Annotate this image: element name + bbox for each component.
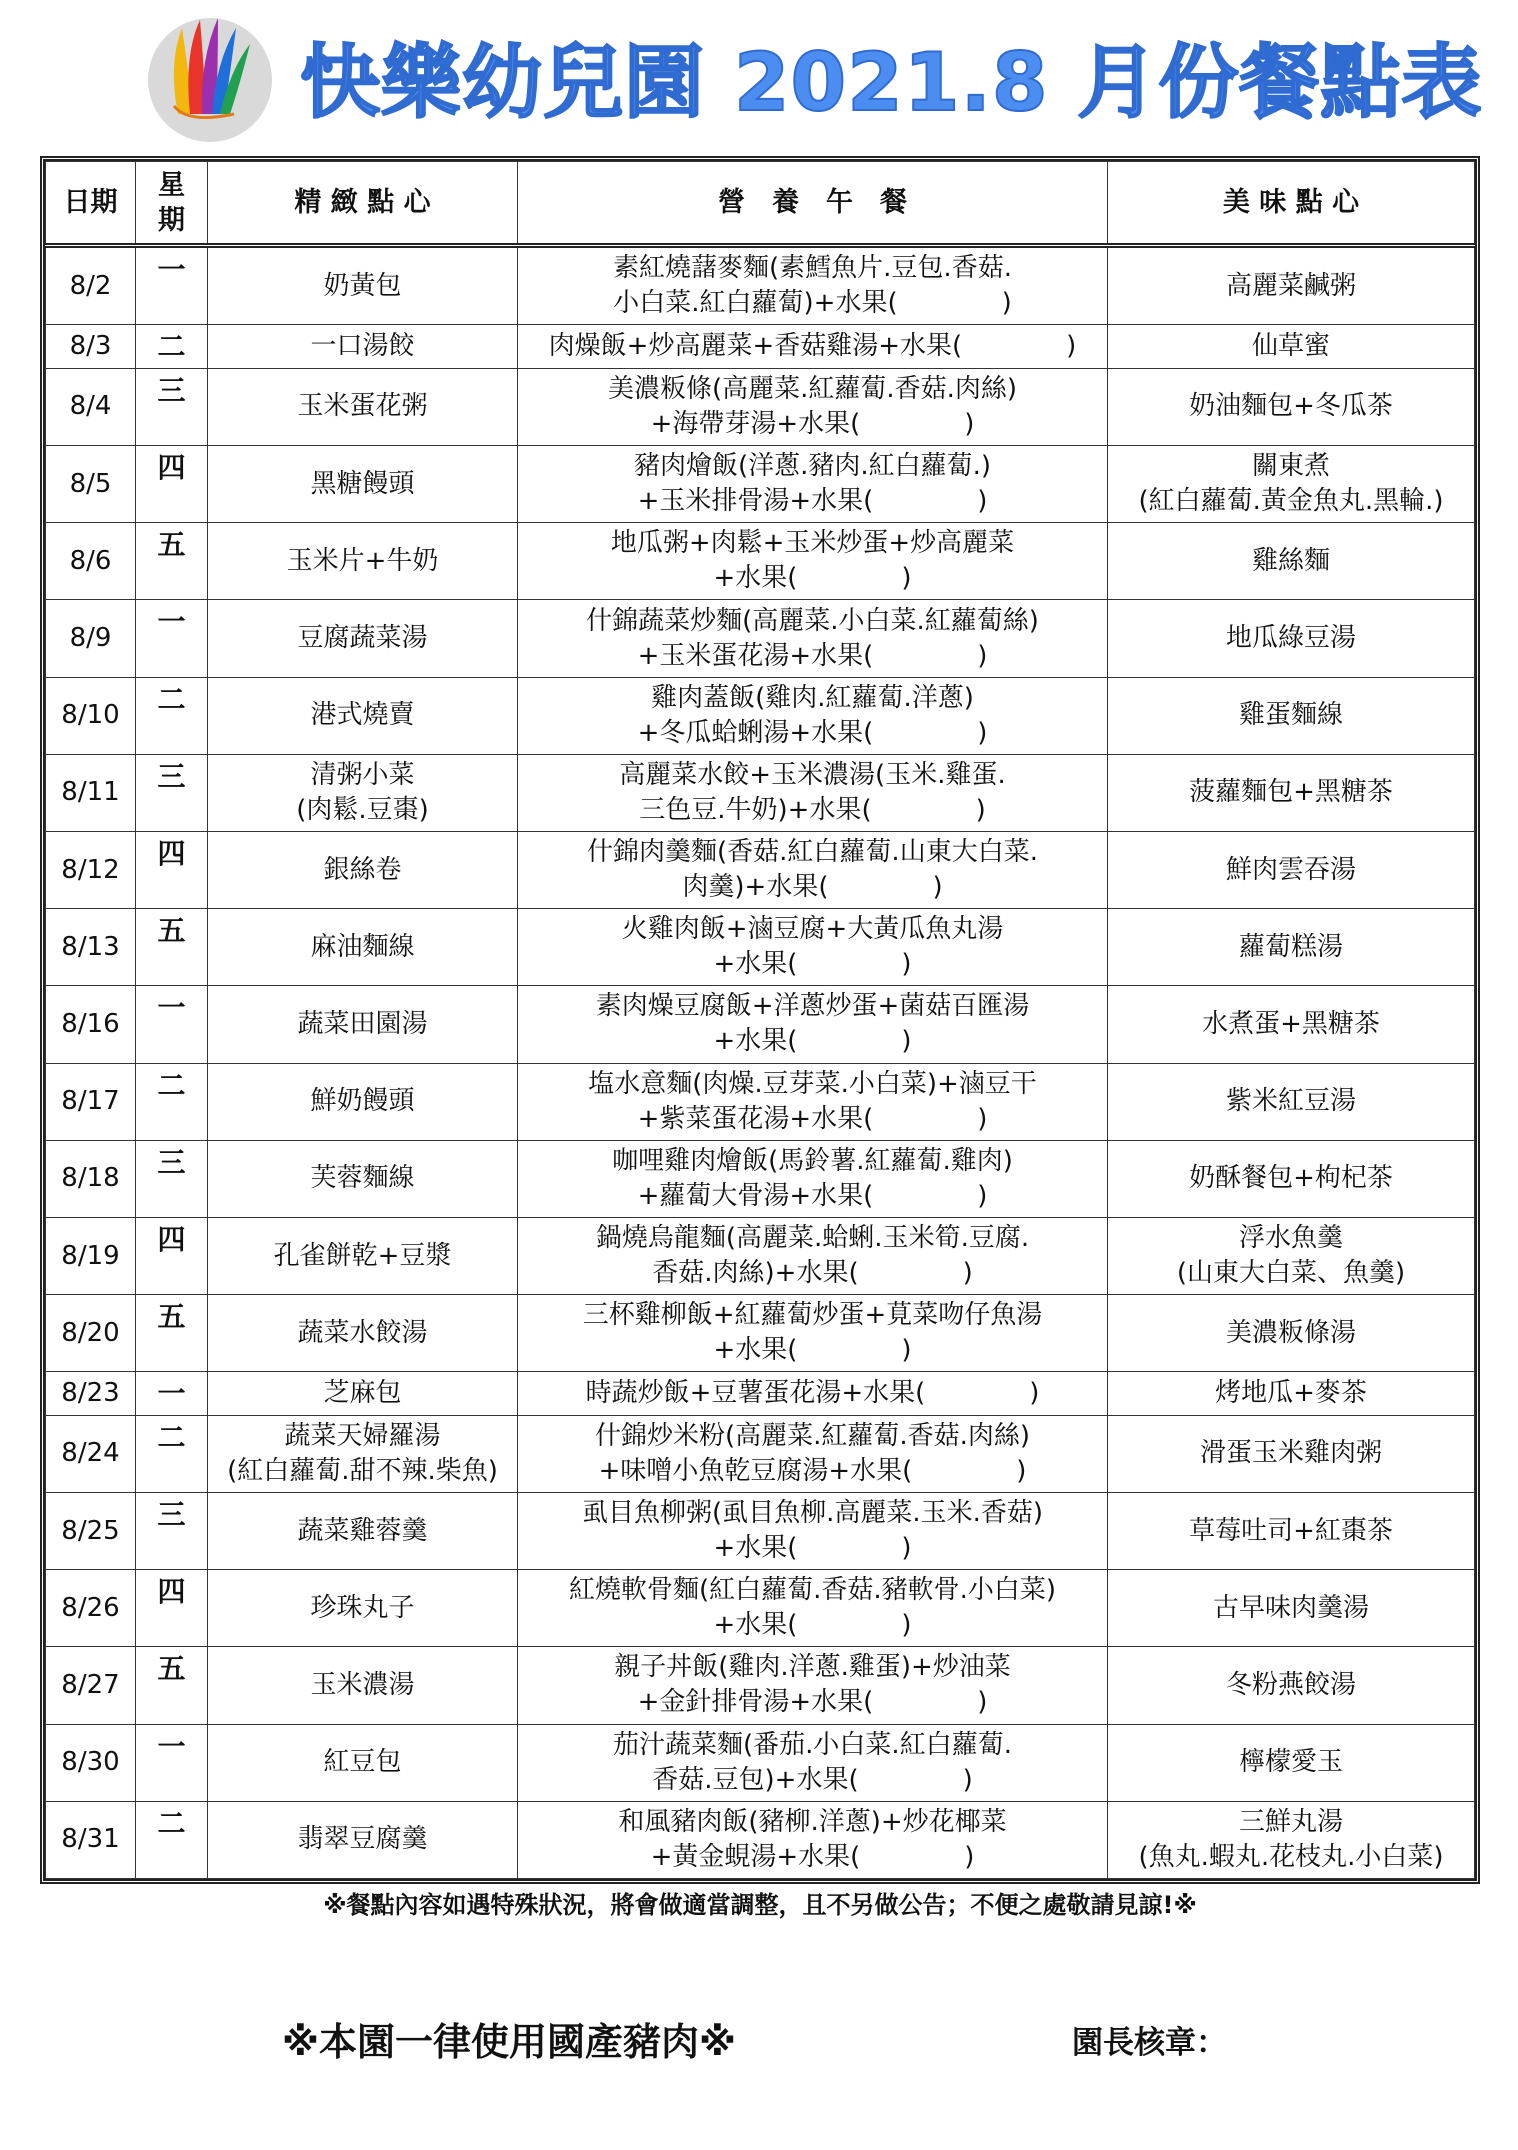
table-row xyxy=(46,1063,1475,1140)
date-cell: 8/16 xyxy=(46,986,136,1063)
morning-snack-cell xyxy=(208,677,518,754)
afternoon-snack-cell-line: (山東大白菜、魚羹) xyxy=(1176,1258,1406,1288)
morning-snack-cell xyxy=(208,986,518,1063)
morning-snack-cell-line: 玉米蛋花粥 xyxy=(297,391,428,422)
lunch-cell-line: 鍋燒烏龍麵(高麗菜.蛤蜊.玉米筍.豆腐. xyxy=(595,1223,1030,1253)
morning-snack-cell xyxy=(208,1415,518,1492)
morning-snack-cell-line: 翡翠豆腐羹 xyxy=(297,1824,428,1855)
lunch-cell-line: 豬肉燴飯(洋蔥.豬肉.紅白蘿蔔.) xyxy=(633,451,992,482)
weekday-cell: 三 xyxy=(136,1140,208,1217)
morning-snack-cell xyxy=(208,1801,518,1878)
weekday-cell: 二 xyxy=(136,677,208,754)
weekday-cell: 三 xyxy=(136,368,208,445)
afternoon-snack-cell-line: 蘿蔔糕湯 xyxy=(1238,931,1343,962)
table-header-row xyxy=(46,162,1475,246)
date-cell: 8/17 xyxy=(46,1063,136,1140)
afternoon-snack-cell-line: 奶油麵包+冬瓜茶 xyxy=(1189,391,1393,422)
lunch-cell-line: +水果( ) xyxy=(713,1335,912,1366)
weekday-cell: 三 xyxy=(136,1492,208,1569)
date-cell: 8/26 xyxy=(46,1570,136,1647)
date-cell: 8/12 xyxy=(46,831,136,908)
afternoon-snack-cell xyxy=(1108,1801,1475,1878)
afternoon-snack-cell-line: (魚丸.蝦丸.花枝丸.小白菜) xyxy=(1138,1841,1444,1872)
table-row xyxy=(46,1372,1475,1415)
afternoon-snack-cell xyxy=(1108,325,1475,368)
lunch-cell-line: 香菇.豆包)+水果( ) xyxy=(652,1764,973,1795)
lunch-cell-line: 虱目魚柳粥(虱目魚柳.高麗菜.玉米.香菇) xyxy=(581,1498,1044,1529)
morning-snack-cell-line: 鮮奶饅頭 xyxy=(310,1086,415,1117)
lunch-cell-line: +冬瓜蛤蜊湯+水果( ) xyxy=(637,717,988,748)
lunch-cell xyxy=(518,1372,1108,1415)
morning-snack-cell-line: 孔雀餅乾+豆漿 xyxy=(273,1240,452,1271)
morning-snack-cell xyxy=(208,1492,518,1569)
column-header-weekday-line2: 期 xyxy=(158,204,185,236)
lunch-cell-line: +水果( ) xyxy=(713,949,912,980)
lunch-cell xyxy=(518,1217,1108,1294)
afternoon-snack-cell xyxy=(1108,1647,1475,1724)
lunch-cell xyxy=(518,1492,1108,1569)
lunch-cell-line: 茄汁蔬菜麵(番茄.小白菜.紅白蘿蔔. xyxy=(613,1729,1012,1760)
weekday-cell: 二 xyxy=(136,325,208,368)
morning-snack-cell-line: 玉米濃湯 xyxy=(310,1669,415,1700)
afternoon-snack-cell-line: 檸檬愛玉 xyxy=(1238,1747,1343,1778)
afternoon-snack-cell-line: 古早味肉羹湯 xyxy=(1212,1592,1369,1623)
morning-snack-cell-line: 豆腐蔬菜湯 xyxy=(297,623,428,653)
lunch-cell-line: 塩水意麵(肉燥.豆芽菜.小白菜)+滷豆干 xyxy=(588,1068,1037,1099)
afternoon-snack-cell xyxy=(1108,523,1475,600)
afternoon-snack-cell xyxy=(1108,1063,1475,1140)
afternoon-snack-cell-line: 滑蛋玉米雞肉粥 xyxy=(1199,1438,1382,1469)
lunch-cell-line: 香菇.肉絲)+水果( ) xyxy=(652,1258,973,1288)
afternoon-snack-cell xyxy=(1108,1140,1475,1217)
table-row xyxy=(46,368,1475,445)
lunch-cell-line: +水果( ) xyxy=(713,1026,912,1057)
date-cell: 8/18 xyxy=(46,1140,136,1217)
table-row xyxy=(46,1140,1475,1217)
weekday-cell: 一 xyxy=(136,986,208,1063)
lunch-cell-line: +海帶芽湯+水果( ) xyxy=(650,408,975,439)
lunch-cell xyxy=(518,1570,1108,1647)
date-cell: 8/2 xyxy=(46,246,136,325)
lunch-cell-line: +蘿蔔大骨湯+水果( ) xyxy=(637,1180,988,1211)
weekday-cell: 二 xyxy=(136,1801,208,1878)
lunch-cell-line: 時蔬炒飯+豆薯蛋花湯+水果( ) xyxy=(585,1378,1040,1409)
afternoon-snack-cell xyxy=(1108,1570,1475,1647)
lunch-cell xyxy=(518,1647,1108,1724)
morning-snack-cell-line: 蔬菜水餃湯 xyxy=(297,1317,428,1348)
lunch-cell xyxy=(518,831,1108,908)
morning-snack-cell xyxy=(208,368,518,445)
morning-snack-cell xyxy=(208,1063,518,1140)
lunch-cell-line: +水果( ) xyxy=(713,563,912,594)
domestic-pork-notice: ※本園一律使用國產豬肉※ xyxy=(282,2020,736,2064)
lunch-cell-line: 素紅燒藷麥麵(素鱈魚片.豆包.香菇. xyxy=(613,253,1012,284)
afternoon-snack-cell-line: 關東煮 xyxy=(1251,451,1330,482)
table-row xyxy=(46,1492,1475,1569)
lunch-cell-line: 高麗菜水餃+玉米濃湯(玉米.雞蛋. xyxy=(619,759,1006,790)
afternoon-snack-cell xyxy=(1108,1415,1475,1492)
table-row xyxy=(46,1415,1475,1492)
column-header-weekday xyxy=(136,162,208,246)
morning-snack-cell-line: 清粥小菜 xyxy=(310,759,415,790)
column-header-morning-snack: 精 緻 點 心 xyxy=(208,162,518,246)
column-header-lunch: 營 養 午 餐 xyxy=(518,162,1108,246)
lunch-cell-line: 素肉燥豆腐飯+洋蔥炒蛋+菌菇百匯湯 xyxy=(595,991,1030,1022)
morning-snack-cell xyxy=(208,1217,518,1294)
lunch-cell-line: +紫菜蛋花湯+水果( ) xyxy=(637,1103,988,1134)
morning-snack-cell-line: 蔬菜雞蓉羹 xyxy=(297,1515,428,1546)
lunch-cell xyxy=(518,909,1108,986)
morning-snack-cell xyxy=(208,1140,518,1217)
meal-menu-table xyxy=(40,156,1480,1884)
table-row xyxy=(46,600,1475,677)
morning-snack-cell-line: 黑糖饅頭 xyxy=(310,468,415,499)
table-row xyxy=(46,754,1475,831)
lunch-cell xyxy=(518,754,1108,831)
table-row xyxy=(46,246,1475,325)
table-row xyxy=(46,446,1475,523)
date-cell: 8/23 xyxy=(46,1372,136,1415)
table-row xyxy=(46,1217,1475,1294)
afternoon-snack-cell xyxy=(1108,600,1475,677)
afternoon-snack-cell xyxy=(1108,754,1475,831)
date-cell: 8/3 xyxy=(46,325,136,368)
morning-snack-cell xyxy=(208,1372,518,1415)
lunch-cell xyxy=(518,325,1108,368)
morning-snack-cell-line: 紅豆包 xyxy=(323,1747,402,1778)
morning-snack-cell-line: 芝麻包 xyxy=(323,1378,402,1409)
date-cell: 8/20 xyxy=(46,1295,136,1372)
afternoon-snack-cell xyxy=(1108,831,1475,908)
morning-snack-cell xyxy=(208,523,518,600)
weekday-cell: 五 xyxy=(136,1647,208,1724)
lunch-cell-line: 紅燒軟骨麵(紅白蘿蔔.香菇.豬軟骨.小白菜) xyxy=(568,1575,1057,1606)
table-row xyxy=(46,909,1475,986)
lunch-cell-line: 火雞肉飯+滷豆腐+大黃瓜魚丸湯 xyxy=(621,914,1004,945)
afternoon-snack-cell xyxy=(1108,246,1475,325)
lunch-cell xyxy=(518,1724,1108,1801)
weekday-cell: 一 xyxy=(136,246,208,325)
afternoon-snack-cell-line: 浮水魚羹 xyxy=(1238,1223,1343,1253)
weekday-cell: 一 xyxy=(136,600,208,677)
morning-snack-cell-line: 港式燒賣 xyxy=(310,700,415,731)
afternoon-snack-cell-line: 奶酥餐包+枸杞茶 xyxy=(1189,1163,1393,1194)
afternoon-snack-cell-line: 仙草蜜 xyxy=(1251,331,1330,362)
kindergarten-logo xyxy=(138,14,313,149)
lunch-cell-line: +金針排骨湯+水果( ) xyxy=(637,1687,988,1718)
date-cell: 8/19 xyxy=(46,1217,136,1294)
date-cell: 8/30 xyxy=(46,1724,136,1801)
table-row xyxy=(46,1801,1475,1878)
morning-snack-cell-line: (肉鬆.豆棗) xyxy=(296,794,429,825)
afternoon-snack-cell-line: 草莓吐司+紅棗茶 xyxy=(1189,1515,1393,1546)
weekday-cell: 五 xyxy=(136,1295,208,1372)
date-cell: 8/24 xyxy=(46,1415,136,1492)
morning-snack-cell xyxy=(208,831,518,908)
table-row xyxy=(46,523,1475,600)
lunch-cell-line: 肉羹)+水果( ) xyxy=(682,872,943,903)
lunch-cell-line: 小白菜.紅白蘿蔔)+水果( ) xyxy=(613,288,1012,319)
afternoon-snack-cell-line: 三鮮丸湯 xyxy=(1238,1806,1343,1837)
afternoon-snack-cell-line: 地瓜綠豆湯 xyxy=(1225,623,1356,653)
morning-snack-cell-line: 蔬菜田園湯 xyxy=(297,1008,428,1039)
weekday-cell: 四 xyxy=(136,1570,208,1647)
table-row xyxy=(46,1570,1475,1647)
page-title: 快樂幼兒園 2021.8 月份餐點表 xyxy=(300,36,1483,129)
table-row xyxy=(46,1647,1475,1724)
lunch-cell-line: +黃金蜆湯+水果( ) xyxy=(650,1841,975,1872)
afternoon-snack-cell xyxy=(1108,368,1475,445)
lunch-cell xyxy=(518,446,1108,523)
date-cell: 8/9 xyxy=(46,600,136,677)
afternoon-snack-cell-line: 高麗菜鹹粥 xyxy=(1225,270,1356,301)
lunch-cell xyxy=(518,600,1108,677)
morning-snack-cell-line: (紅白蘿蔔.甜不辣.柴魚) xyxy=(227,1455,498,1486)
weekday-cell: 二 xyxy=(136,1415,208,1492)
lunch-cell xyxy=(518,986,1108,1063)
weekday-cell: 一 xyxy=(136,1724,208,1801)
afternoon-snack-cell xyxy=(1108,1372,1475,1415)
date-cell: 8/6 xyxy=(46,523,136,600)
weekday-cell: 四 xyxy=(136,831,208,908)
weekday-cell: 四 xyxy=(136,446,208,523)
table-row xyxy=(46,1295,1475,1372)
weekday-cell: 五 xyxy=(136,523,208,600)
morning-snack-cell-line: 一口湯餃 xyxy=(310,331,415,362)
morning-snack-cell xyxy=(208,1570,518,1647)
table-row xyxy=(46,677,1475,754)
lunch-cell xyxy=(518,1140,1108,1217)
afternoon-snack-cell-line: 水煮蛋+黑糖茶 xyxy=(1202,1008,1380,1039)
morning-snack-cell-line: 銀絲卷 xyxy=(323,854,402,885)
morning-snack-cell xyxy=(208,1724,518,1801)
lunch-cell-line: 什錦肉羹麵(香菇.紅白蘿蔔.山東大白菜. xyxy=(587,837,1038,868)
afternoon-snack-cell-line: 雞蛋麵線 xyxy=(1238,700,1343,731)
morning-snack-cell-line: 麻油麵線 xyxy=(310,931,415,962)
morning-snack-cell-line: 玉米片+牛奶 xyxy=(286,545,439,576)
lunch-cell-line: +玉米排骨湯+水果( ) xyxy=(637,486,988,517)
lunch-cell-line: 美濃粄條(高麗菜.紅蘿蔔.香菇.肉絲) xyxy=(607,373,1018,404)
afternoon-snack-cell xyxy=(1108,446,1475,523)
afternoon-snack-cell xyxy=(1108,1724,1475,1801)
afternoon-snack-cell xyxy=(1108,677,1475,754)
date-cell: 8/10 xyxy=(46,677,136,754)
date-cell: 8/5 xyxy=(46,446,136,523)
date-cell: 8/4 xyxy=(46,368,136,445)
afternoon-snack-cell-line: 冬粉燕餃湯 xyxy=(1225,1669,1356,1700)
lunch-cell xyxy=(518,1063,1108,1140)
lunch-cell xyxy=(518,1801,1108,1878)
lunch-cell xyxy=(518,1295,1108,1372)
afternoon-snack-cell-line: 紫米紅豆湯 xyxy=(1225,1086,1356,1117)
morning-snack-cell-line: 蔬菜天婦羅湯 xyxy=(284,1420,441,1451)
afternoon-snack-cell xyxy=(1108,1295,1475,1372)
date-cell: 8/13 xyxy=(46,909,136,986)
lunch-cell-line: 雞肉蓋飯(雞肉.紅蘿蔔.洋蔥) xyxy=(651,682,974,713)
lunch-cell-line: 地瓜粥+肉鬆+玉米炒蛋+炒高麗菜 xyxy=(610,528,1015,559)
afternoon-snack-cell-line: 烤地瓜+麥茶 xyxy=(1215,1378,1367,1409)
lunch-cell xyxy=(518,1415,1108,1492)
morning-snack-cell xyxy=(208,1295,518,1372)
weekday-cell: 三 xyxy=(136,754,208,831)
afternoon-snack-cell-line: (紅白蘿蔔.黃金魚丸.黑輪.) xyxy=(1138,486,1444,517)
afternoon-snack-cell-line: 菠蘿麵包+黑糖茶 xyxy=(1189,777,1393,808)
lunch-cell xyxy=(518,246,1108,325)
lunch-cell xyxy=(518,677,1108,754)
morning-snack-cell-line: 芙蓉麵線 xyxy=(310,1163,415,1194)
afternoon-snack-cell xyxy=(1108,1217,1475,1294)
morning-snack-cell xyxy=(208,1647,518,1724)
weekday-cell: 一 xyxy=(136,1372,208,1415)
morning-snack-cell-line: 珍珠丸子 xyxy=(310,1592,415,1623)
table-row xyxy=(46,325,1475,368)
table-row xyxy=(46,1724,1475,1801)
weekday-cell: 二 xyxy=(136,1063,208,1140)
afternoon-snack-cell xyxy=(1108,909,1475,986)
morning-snack-cell xyxy=(208,325,518,368)
lunch-cell-line: 親子丼飯(雞肉.洋蔥.雞蛋)+炒油菜 xyxy=(614,1652,1011,1683)
lunch-cell xyxy=(518,368,1108,445)
lunch-cell-line: 三杯雞柳飯+紅蘿蔔炒蛋+莧菜吻仔魚湯 xyxy=(582,1300,1043,1331)
weekday-cell: 四 xyxy=(136,1217,208,1294)
lunch-cell-line: 三色豆.牛奶)+水果( ) xyxy=(639,794,986,825)
adjustment-note: ※餐點內容如遇特殊狀況，將會做適當調整，且不另做公告；不便之處敬請見諒!※ xyxy=(323,1891,1197,1919)
morning-snack-cell xyxy=(208,909,518,986)
morning-snack-cell-line: 奶黃包 xyxy=(323,270,402,301)
weekday-cell: 五 xyxy=(136,909,208,986)
principal-signature-label: 園長核章： xyxy=(1072,2025,1227,2061)
afternoon-snack-cell xyxy=(1108,986,1475,1063)
lunch-cell-line: +玉米蛋花湯+水果( ) xyxy=(637,640,988,671)
lunch-cell-line: +水果( ) xyxy=(713,1610,912,1641)
column-header-afternoon-snack: 美 味 點 心 xyxy=(1108,162,1475,246)
lunch-cell xyxy=(518,523,1108,600)
table-row xyxy=(46,986,1475,1063)
table-row xyxy=(46,831,1475,908)
lunch-cell-line: 和風豬肉飯(豬柳.洋蔥)+炒花椰菜 xyxy=(618,1806,1007,1837)
afternoon-snack-cell-line: 鮮肉雲吞湯 xyxy=(1225,854,1356,885)
afternoon-snack-cell-line: 美濃粄條湯 xyxy=(1225,1317,1356,1348)
lunch-cell-line: +水果( ) xyxy=(713,1533,912,1564)
afternoon-snack-cell xyxy=(1108,1492,1475,1569)
morning-snack-cell xyxy=(208,446,518,523)
date-cell: 8/25 xyxy=(46,1492,136,1569)
column-header-date: 日期 xyxy=(46,162,136,246)
lunch-cell-line: 咖哩雞肉燴飯(馬鈴薯.紅蘿蔔.雞肉) xyxy=(612,1145,1013,1176)
column-header-weekday-line1: 星 xyxy=(158,169,185,201)
lunch-cell-line: 什錦蔬菜炒麵(高麗菜.小白菜.紅蘿蔔絲) xyxy=(586,605,1039,636)
morning-snack-cell xyxy=(208,600,518,677)
date-cell: 8/27 xyxy=(46,1647,136,1724)
lunch-cell-line: 什錦炒米粉(高麗菜.紅蘿蔔.香菇.肉絲) xyxy=(594,1420,1031,1451)
afternoon-snack-cell-line: 雞絲麵 xyxy=(1251,545,1330,576)
morning-snack-cell xyxy=(208,754,518,831)
date-cell: 8/11 xyxy=(46,754,136,831)
morning-snack-cell xyxy=(208,246,518,325)
date-cell: 8/31 xyxy=(46,1801,136,1878)
menu-rows xyxy=(46,246,1475,1879)
lunch-cell-line: 肉燥飯+炒高麗菜+香菇雞湯+水果( ) xyxy=(548,331,1077,362)
lunch-cell-line: +味噌小魚乾豆腐湯+水果( ) xyxy=(598,1455,1027,1486)
